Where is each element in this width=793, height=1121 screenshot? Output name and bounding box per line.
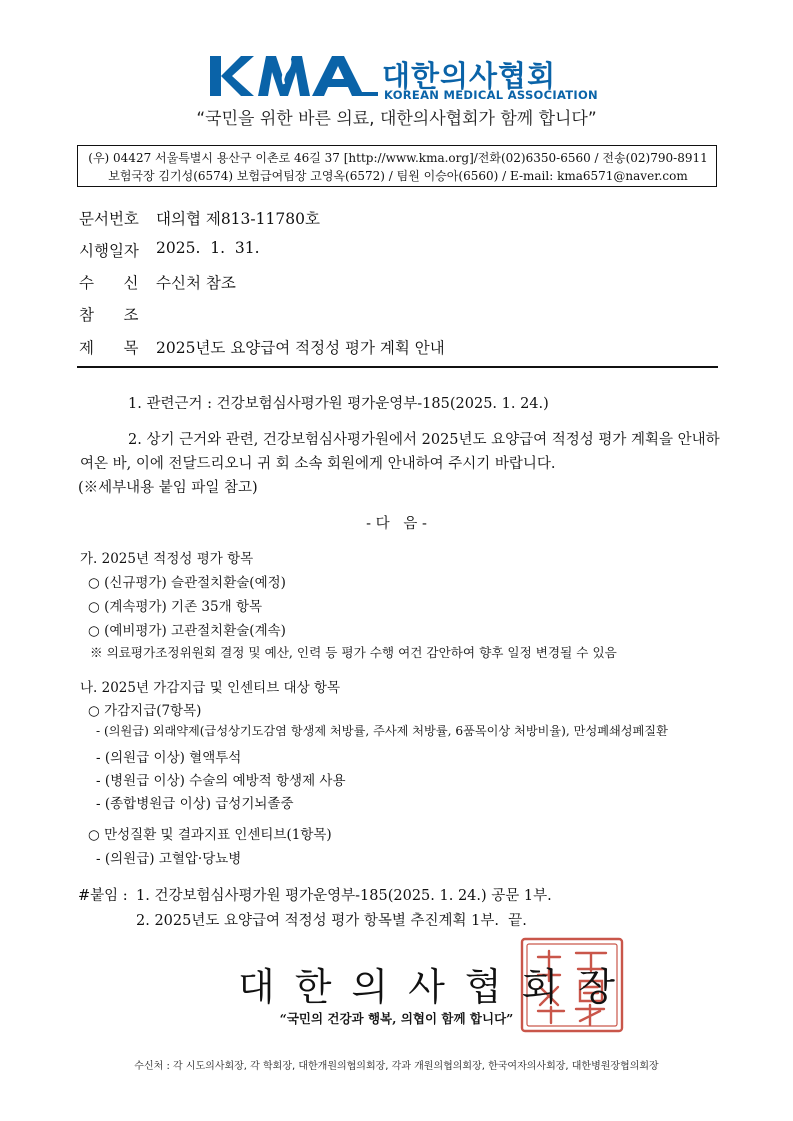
subject: 2025년도 요양급여 적정성 평가 계획 안내 [156,339,445,357]
section-ga-item-2: ○ (계속평가) 기존 35개 항목 [88,599,263,615]
paragraph-1: 1. 관련근거 : 건강보험심사평가원 평가운영부-185(2025. 1. 24.) [128,396,549,412]
address-line-2: 보험국장 김기성(6574) 보험급여팀장 고영옥(6572) / 팀원 이승아(6560) / E-mail: kma6571@naver.com [108,169,688,183]
section-ga-title: 가. 2025년 적정성 평가 항목 [80,551,254,567]
header-slogan: “국민을 위한 바른 의료, 대한의사협회가 함께 합니다” [196,109,597,129]
section-ga-item-3: ○ (예비평가) 고관절치환술(계속) [88,623,286,639]
attachment-1: 1. 건강보험심사평가원 평가운영부-185(2025. 1. 24.) 공문 1부. [136,888,552,904]
paragraph-2-note: (※세부내용 붙임 파일 참고) [78,480,258,496]
address-line-1: (우) 04427 서울특별시 용산구 이촌로 46길 37 [http://www.kma.org]/전화(02)6350-6560 / 전송(02)790-8911 [88,151,708,165]
da-eum-heading: - 다 음 - [366,516,427,532]
footer-recipients: 수신처 : 각 시도의사회장, 각 학회장, 대한개원의협의회장, 각과 개원의협의회장, 한국여자의사회장, 대한병원장협의회장 [134,1061,659,1072]
divider [77,366,718,368]
signature-title: 대한의사협회장 [238,965,635,1009]
org-name-kr: 대한의사협회 [382,59,557,93]
kma-logo-icon [208,54,380,98]
subject-label: 제 목 [79,339,139,357]
section-na-group-2-item-1: - (의원급) 고혈압·당뇨병 [96,851,242,867]
section-ga-item-1: ○ (신규평가) 슬관절치환술(예정) [88,575,286,591]
section-na-group-1-title: ○ 가감지급(7항목) [88,703,202,719]
section-na-title: 나. 2025년 가감지급 및 인센티브 대상 항목 [80,680,341,696]
recipient: 수신처 참조 [156,274,236,292]
org-name-en: KOREAN MEDICAL ASSOCIATION [384,88,598,102]
attachment-2: 2. 2025년도 요양급여 적정성 평가 항목별 추진계획 1부. 끝. [136,913,527,929]
doc-no-label: 문서번호 [79,210,139,228]
paragraph-2-line-2: 여온 바, 이에 전달드리오니 귀 회 소속 회원에게 안내하여 주시기 바랍니다. [80,456,556,472]
doc-no: 대의협 제813-11780호 [156,210,320,228]
date: 2025. 1. 31. [156,239,260,257]
date-label: 시행일자 [79,242,139,260]
section-na-group-1-item-3: - (병원급 이상) 수술의 예방적 항생제 사용 [96,773,346,789]
section-ga-note: ※ 의료평가조정위원회 결정 및 예산, 인력 등 평가 수행 여건 감안하여 향후 일정 변경될 수 있음 [90,645,617,660]
section-na-group-1-item-2: - (의원급 이상) 혈액투석 [96,750,242,766]
attachments-label: #붙임 : [78,888,128,904]
section-na-group-1-item-4: - (종합병원급 이상) 급성기뇌졸중 [96,796,294,812]
address-box [77,145,717,187]
recipient-label: 수 신 [79,274,139,292]
ref-label: 참 조 [79,306,139,324]
section-na-group-1-item-1: - (의원급) 외래약제(급성상기도감염 항생제 처방률, 주사제 처방률, 6품목이상 처방비율), 만성폐쇄성폐질환 [96,724,668,738]
section-na-group-2-title: ○ 만성질환 및 결과지표 인센티브(1항목) [88,827,332,843]
signature-slogan: “국민의 건강과 행복, 의협이 함께 합니다” [279,1011,514,1026]
paragraph-2-line-1: 2. 상기 근거와 관련, 건강보험심사평가원에서 2025년도 요양급여 적정성 평가 계획을 안내하 [128,432,720,448]
